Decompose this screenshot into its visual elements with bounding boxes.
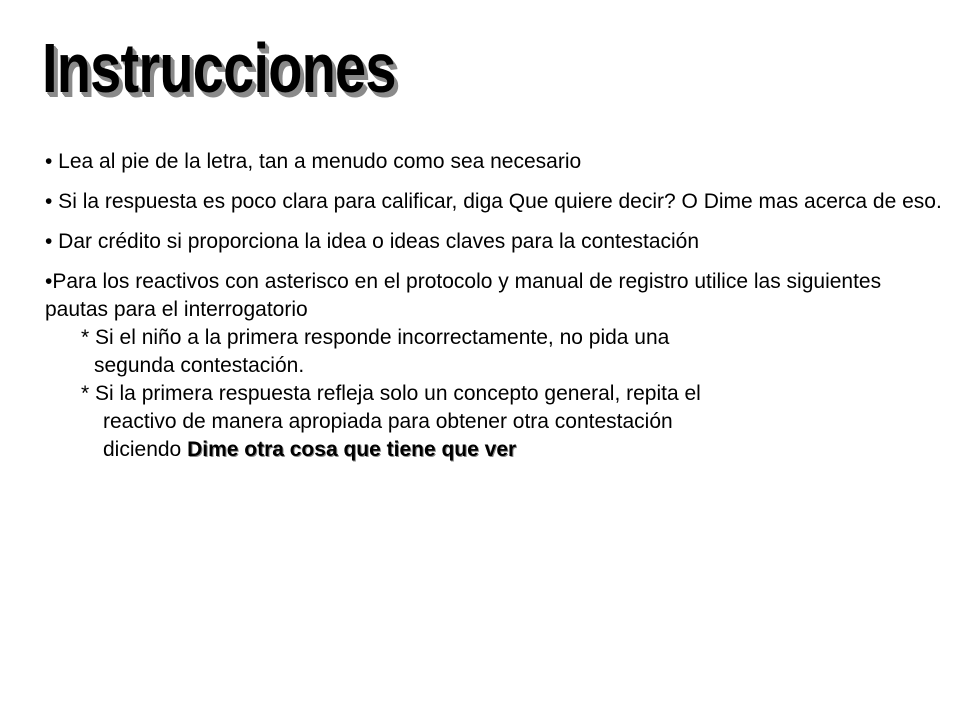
sub-item-2: [45, 380, 945, 464]
sub-item-1: [45, 324, 945, 380]
sub-item-1-line-1: * Si el niño a la primera responde incorrectamente, no pida una: [81, 326, 670, 349]
instruction-item-2: • Si la respuesta es poco clara para calificar, diga Que quiere decir? O Dime mas acerca de eso.: [45, 190, 942, 213]
sub-item-2-line-1: * Si la primera respuesta refleja solo un concepto general, repita el: [81, 382, 701, 405]
sub-item-2-line-3: [45, 436, 945, 464]
instruction-item-1: • Lea al pie de la letra, tan a menudo como sea necesario: [45, 150, 582, 173]
instructions-body: [45, 148, 945, 464]
sub-item-2-line-2: reactivo de manera apropiada para obtener otra contestación: [103, 410, 673, 433]
slide-title: Instrucciones: [42, 29, 396, 107]
emphasized-prompt: Dime otra cosa que tiene que ver: [187, 438, 517, 461]
instruction-item-4: •Para los reactivos con asterisco en el protocolo y manual de registro utilice las siguientes pautas para el interrogatorio: [45, 270, 882, 321]
sub-item-1-line-2: segunda contestación.: [94, 354, 305, 377]
instruction-item-3: • Dar crédito si proporciona la idea o ideas claves para la contestación: [45, 230, 700, 253]
sub-item-2-line-3-prefix: diciendo: [103, 438, 188, 461]
